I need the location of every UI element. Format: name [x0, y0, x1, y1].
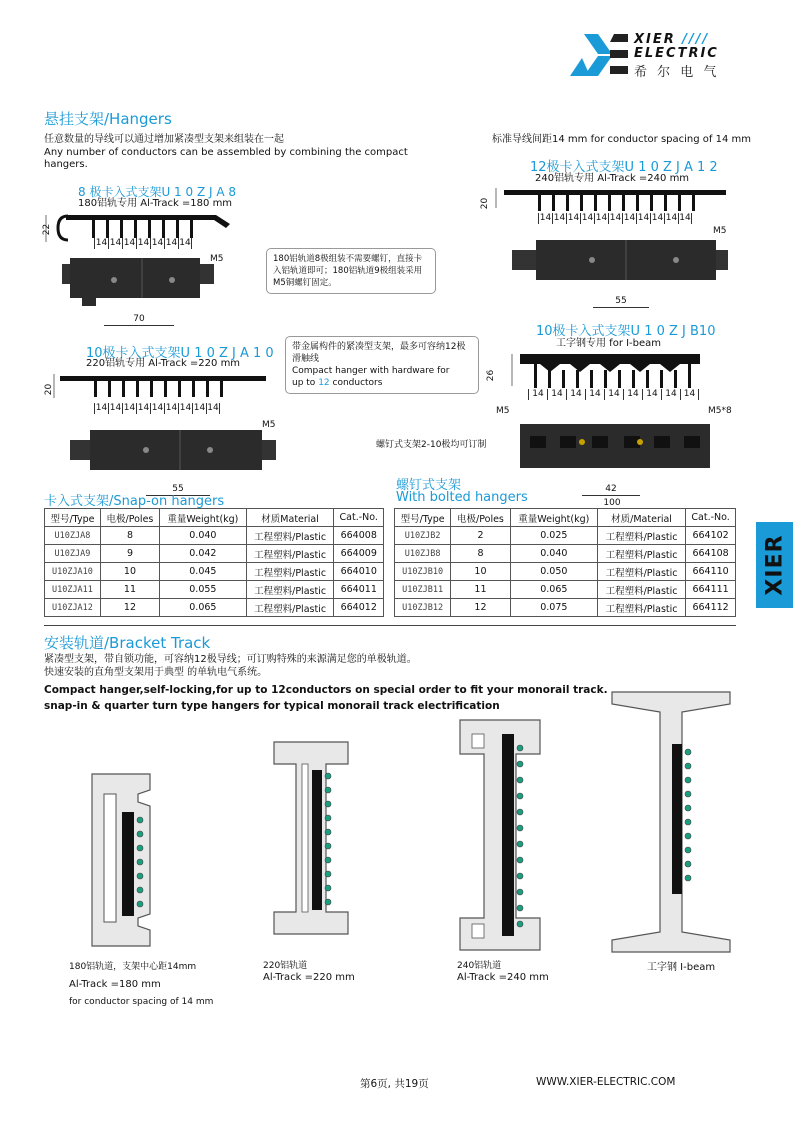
footer-page-number: 第6页, 共19页 [360, 1078, 429, 1090]
note-180-track [266, 248, 436, 294]
track-220-drawing [272, 740, 352, 936]
pitch-label: 14 [123, 403, 136, 413]
pitch-label: 14 [651, 213, 664, 223]
cell-poles: 8 [100, 527, 159, 545]
zjb10-custom-note: 螺钉式支架2-10极均可订制 [376, 440, 487, 450]
cell-weight: 0.040 [160, 527, 247, 545]
bracket-desc-2: 快速安装的直角型支架用于典型 的单轨电气系统。 [44, 667, 268, 678]
cell-poles: 12 [100, 599, 159, 617]
pitch-label: 14 [547, 389, 566, 400]
table-header-row [45, 509, 384, 527]
pitch-label: 14 [151, 403, 164, 413]
bolted-hangers-table [394, 508, 736, 617]
cell-material: 工程塑料/Plastic [246, 527, 334, 545]
note-180-text: 180铝轨道8极组装不需要螺钉，直接卡入铝轨道即可；180铝轨道9极组装采用M5铜螺钉固定。 [273, 254, 423, 288]
cell-material: 工程塑料/Plastic [597, 527, 685, 545]
table-row [45, 581, 384, 599]
zjb10-pitch-row [528, 389, 699, 400]
pitch-label: 14 [165, 238, 178, 248]
cell-material: 工程塑料/Plastic [597, 599, 685, 617]
zja12-pitch-row [538, 213, 692, 224]
zja10-track: 220铝轨专用 Al-Track =220 mm [86, 358, 241, 369]
cell-type: U10ZJA9 [45, 545, 101, 563]
caption-180-spacing: for conductor spacing of 14 mm [69, 997, 214, 1007]
section-divider [44, 625, 736, 626]
cell-weight: 0.042 [160, 545, 247, 563]
cell-catno: 664111 [686, 581, 736, 599]
pitch-label: 14 [567, 213, 580, 223]
cell-material: 工程塑料/Plastic [246, 599, 334, 617]
brand-chinese: 希 尔 电 气 [634, 65, 720, 80]
hangers-intro-en: Any number of conductors can be assembled by combining the compact hangers. [44, 147, 408, 170]
caption-240-cn: 240铝轨道 [457, 961, 502, 971]
bracket-desc-4: snap-in & quarter turn type hangers for typical monorail track electrification [44, 700, 500, 712]
bracket-desc-3: Compact hanger,self-locking,for up to 12conductors on special order to fit your monorail track. [44, 684, 608, 696]
caption-180-en: Al-Track =180 mm [69, 979, 161, 990]
table-row [45, 545, 384, 563]
zja8-width-label: 70 [133, 314, 145, 324]
note-compact-en-c: 12 [318, 378, 330, 388]
brand-slashes: //// [682, 32, 710, 47]
pitch-label: 14 [207, 403, 219, 413]
bolt-table-title-cn: 螺钉式支架 [396, 478, 462, 493]
zja8-pitch-row [94, 238, 192, 249]
pitch-label: 14 [151, 238, 164, 248]
pitch-label: 14 [95, 238, 108, 248]
pitch-label: 14 [642, 389, 661, 400]
pitch-label: 14 [585, 389, 604, 400]
pitch-label: 14 [637, 213, 650, 223]
cell-catno: 664009 [334, 545, 384, 563]
cell-catno: 664102 [686, 527, 736, 545]
zja12-height-dim: 20 [480, 197, 491, 210]
hangers-intro-cn: 任意数量的导线可以通过增加紧凑型支架来组装在一起 [44, 134, 284, 145]
brand-name: XIER [634, 32, 676, 47]
cell-type: U10ZJA10 [45, 563, 101, 581]
table-row [395, 527, 736, 545]
zjb10-title: 10极卡入式支架U 1 0 Z J B10 [536, 324, 716, 339]
spacing-note: 标准导线间距14 mm for conductor spacing of 14 mm [492, 134, 751, 145]
cell-poles: 2 [451, 527, 510, 545]
caption-180-cn: 180铝轨道，支架中心距14mm [69, 962, 197, 972]
col-poles: 电极/Poles [451, 509, 510, 527]
zjb10-height-dim: 26 [486, 369, 497, 382]
cell-poles: 8 [451, 545, 510, 563]
cell-material: 工程塑料/Plastic [246, 545, 334, 563]
zja12-track: 240铝轨专用 Al-Track =240 mm [535, 173, 690, 184]
cell-material: 工程塑料/Plastic [246, 563, 334, 581]
zjb10-track: 工字钢专用 for I-beam [556, 338, 662, 349]
col-weight: 重量Weight(kg) [510, 509, 597, 527]
cell-poles: 9 [100, 545, 159, 563]
track-240-drawing [458, 718, 548, 952]
note-compact-hanger [285, 336, 479, 394]
cell-weight: 0.065 [160, 599, 247, 617]
pitch-label: 14 [661, 389, 680, 400]
pitch-label: 14 [528, 389, 547, 400]
note-compact-en-d: conductors [329, 378, 383, 388]
caption-220-en: Al-Track =220 mm [263, 972, 355, 983]
note-compact-en-b: up to [292, 378, 319, 388]
cell-catno: 664010 [334, 563, 384, 581]
bolt-table-title-en: With bolted hangers [396, 490, 528, 505]
brand-subname: ELECTRIC [634, 46, 719, 61]
zjb10-topview-drawing [520, 420, 710, 472]
cell-catno: 664110 [686, 563, 736, 581]
pitch-label: 14 [165, 403, 178, 413]
cell-type: U10ZJB12 [395, 599, 451, 617]
bracket-desc-1: 紧凑型支架，带自锁功能，可容纳12极导线；可订购特殊的来源满足您的单极轨道。 [44, 654, 417, 665]
cell-material: 工程塑料/Plastic [597, 581, 685, 599]
zja12-title: 12极卡入式支架U 1 0 Z J A 1 2 [530, 160, 718, 175]
cell-weight: 0.055 [160, 581, 247, 599]
zja8-bolt-label: M5 [210, 254, 224, 264]
col-catno: Cat.-No. [334, 509, 384, 527]
hangers-title: 悬挂支架/Hangers [44, 110, 172, 128]
side-tab-xier [756, 522, 793, 608]
cell-type: U10ZJB8 [395, 545, 451, 563]
cell-poles: 12 [451, 599, 510, 617]
note-compact-en-a: Compact hanger with hardware for [292, 366, 450, 376]
cell-weight: 0.065 [510, 581, 597, 599]
cell-weight: 0.075 [510, 599, 597, 617]
table-row [45, 527, 384, 545]
footer-website[interactable]: WWW.XIER-ELECTRIC.COM [536, 1076, 676, 1088]
col-material: 材质/Material [597, 509, 685, 527]
cell-type: U10ZJA11 [45, 581, 101, 599]
col-catno: Cat.-No. [686, 509, 736, 527]
zja12-bolt-label: M5 [713, 226, 727, 236]
cell-catno: 664012 [334, 599, 384, 617]
cell-weight: 0.025 [510, 527, 597, 545]
zja8-height-dim: 22 [42, 223, 53, 236]
cell-type: U10ZJB10 [395, 563, 451, 581]
table-row [45, 563, 384, 581]
snap-hangers-table [44, 508, 384, 617]
zja10-title: 10极卡入式支架U 1 0 Z J A 1 0 [86, 346, 274, 361]
col-type: 型号/Type [45, 509, 101, 527]
cell-catno: 664011 [334, 581, 384, 599]
pitch-label: 14 [193, 403, 206, 413]
cell-catno: 664108 [686, 545, 736, 563]
zja12-topview-drawing [512, 236, 728, 286]
cell-poles: 11 [100, 581, 159, 599]
zja8-title: 8 极卡入式支架U 1 0 Z J A 8 [78, 185, 236, 199]
logo-x-mark-icon [570, 30, 630, 80]
cell-weight: 0.040 [510, 545, 597, 563]
zja8-track: 180铝轨专用 Al-Track =180 mm [78, 198, 233, 209]
col-type: 型号/Type [395, 509, 451, 527]
zja8-topview-drawing [62, 258, 214, 310]
table-row [395, 581, 736, 599]
zjb10-width1-label: 42 [605, 484, 617, 494]
pitch-label: 14 [604, 389, 623, 400]
zja10-topview-drawing [70, 426, 276, 476]
pitch-label: 14 [623, 389, 642, 400]
pitch-label: 14 [539, 213, 552, 223]
zjb10-bolt-left: M5 [496, 406, 510, 416]
cell-material: 工程塑料/Plastic [246, 581, 334, 599]
pitch-label: 14 [109, 403, 122, 413]
caption-220-cn: 220铝轨道 [263, 961, 308, 971]
cell-weight: 0.050 [510, 563, 597, 581]
table-row [395, 545, 736, 563]
col-material: 材质Material [246, 509, 334, 527]
snap-table-title: 卡入式支架/Snap-on hangers [44, 494, 225, 509]
pitch-label: 14 [109, 238, 122, 248]
zja10-bolt-label: M5 [262, 420, 276, 430]
zjb10-bolt-right: M5*8 [708, 406, 732, 416]
table-row [45, 599, 384, 617]
caption-240-en: Al-Track =240 mm [457, 972, 549, 983]
zja10-width-label: 55 [172, 484, 184, 494]
pitch-label: 14 [623, 213, 636, 223]
cell-material: 工程塑料/Plastic [597, 545, 685, 563]
pitch-label: 14 [566, 389, 585, 400]
table-header-row [395, 509, 736, 527]
table-row [395, 563, 736, 581]
zja10-height-dim: 20 [44, 383, 55, 396]
note-compact-cn: 带金属构件的紧凑型支架，最多可容纳12极滑触线 [292, 342, 466, 364]
cell-catno: 664008 [334, 527, 384, 545]
zja12-width-dim [593, 288, 649, 308]
pitch-label: 14 [137, 403, 150, 413]
pitch-label: 14 [680, 389, 699, 400]
pitch-label: 14 [179, 238, 191, 248]
i-beam-drawing [610, 690, 734, 954]
track-180-drawing [88, 772, 168, 948]
caption-i-beam: 工字钢 I-beam [647, 962, 716, 973]
bracket-title: 安装轨道/Bracket Track [44, 634, 211, 652]
zjb10-width2-dim [548, 490, 676, 510]
zjb10-width2-label: 100 [603, 498, 621, 508]
cell-type: U10ZJB11 [395, 581, 451, 599]
cell-material: 工程塑料/Plastic [597, 563, 685, 581]
cell-type: U10ZJB2 [395, 527, 451, 545]
zja12-width-label: 55 [615, 296, 627, 306]
col-poles: 电极/Poles [100, 509, 159, 527]
cell-type: U10ZJA8 [45, 527, 101, 545]
pitch-label: 14 [581, 213, 594, 223]
pitch-label: 14 [595, 213, 608, 223]
pitch-label: 14 [137, 238, 150, 248]
table-row [395, 599, 736, 617]
cell-weight: 0.045 [160, 563, 247, 581]
cell-poles: 10 [100, 563, 159, 581]
pitch-label: 14 [179, 403, 192, 413]
pitch-label: 14 [123, 238, 136, 248]
pitch-label: 14 [665, 213, 678, 223]
pitch-label: 14 [553, 213, 566, 223]
cell-catno: 664112 [686, 599, 736, 617]
brand-logo [570, 30, 740, 80]
zja10-pitch-row [94, 403, 220, 414]
pitch-label: 14 [609, 213, 622, 223]
cell-poles: 11 [451, 581, 510, 599]
zja8-width-dim [104, 306, 174, 326]
cell-poles: 10 [451, 563, 510, 581]
pitch-label: 14 [679, 213, 691, 223]
pitch-label: 14 [95, 403, 108, 413]
side-tab-label: XIER [762, 534, 787, 596]
cell-type: U10ZJA12 [45, 599, 101, 617]
col-weight: 重量Weight(kg) [160, 509, 247, 527]
